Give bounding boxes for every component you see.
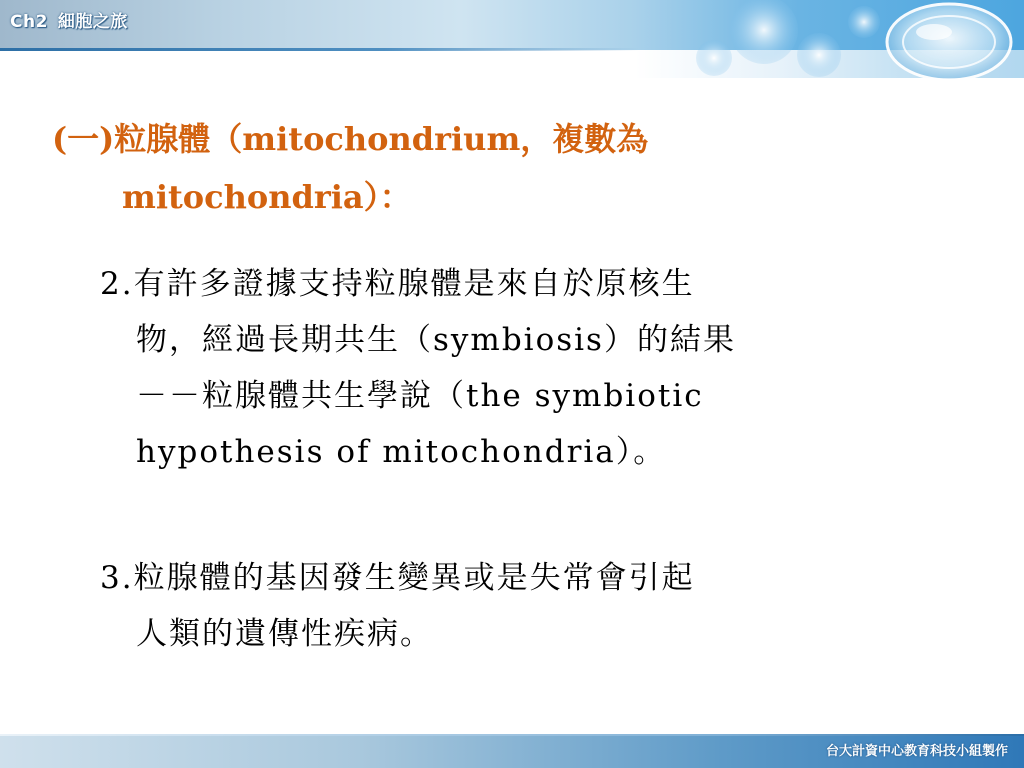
paragraph-line: －－粒腺體共生學說（the symbiotic [136,378,704,414]
paragraph-line: 物，經過長期共生（symbiosis）的結果 [136,322,736,358]
chapter-label [10,9,128,35]
chapter-title: 細胞之旅 [57,12,128,32]
paragraph-symbiosis [100,256,920,480]
paragraph-line: 3.粒腺體的基因發生變異或是失常會引起 [100,560,695,596]
header-divider [0,48,640,51]
paragraph-line: 2.有許多證據支持粒腺體是來自於原核生 [100,266,695,302]
petri-dish-decoration [644,0,1024,86]
chapter-code: Ch2 [10,12,48,32]
paragraph-genetic-disease [100,550,920,662]
slide-title-line-2: mitochondria）： [122,178,412,216]
slide-title [52,110,852,226]
paragraph-line: hypothesis of mitochondria）。 [136,434,667,470]
footer-credit: 台大計資中心教育科技小組製作 [825,744,1008,759]
slide-title-line-1: (一)粒腺體（mitochondrium，複數為 [52,120,649,158]
paragraph-line: 人類的遺傳性疾病。 [136,616,433,652]
